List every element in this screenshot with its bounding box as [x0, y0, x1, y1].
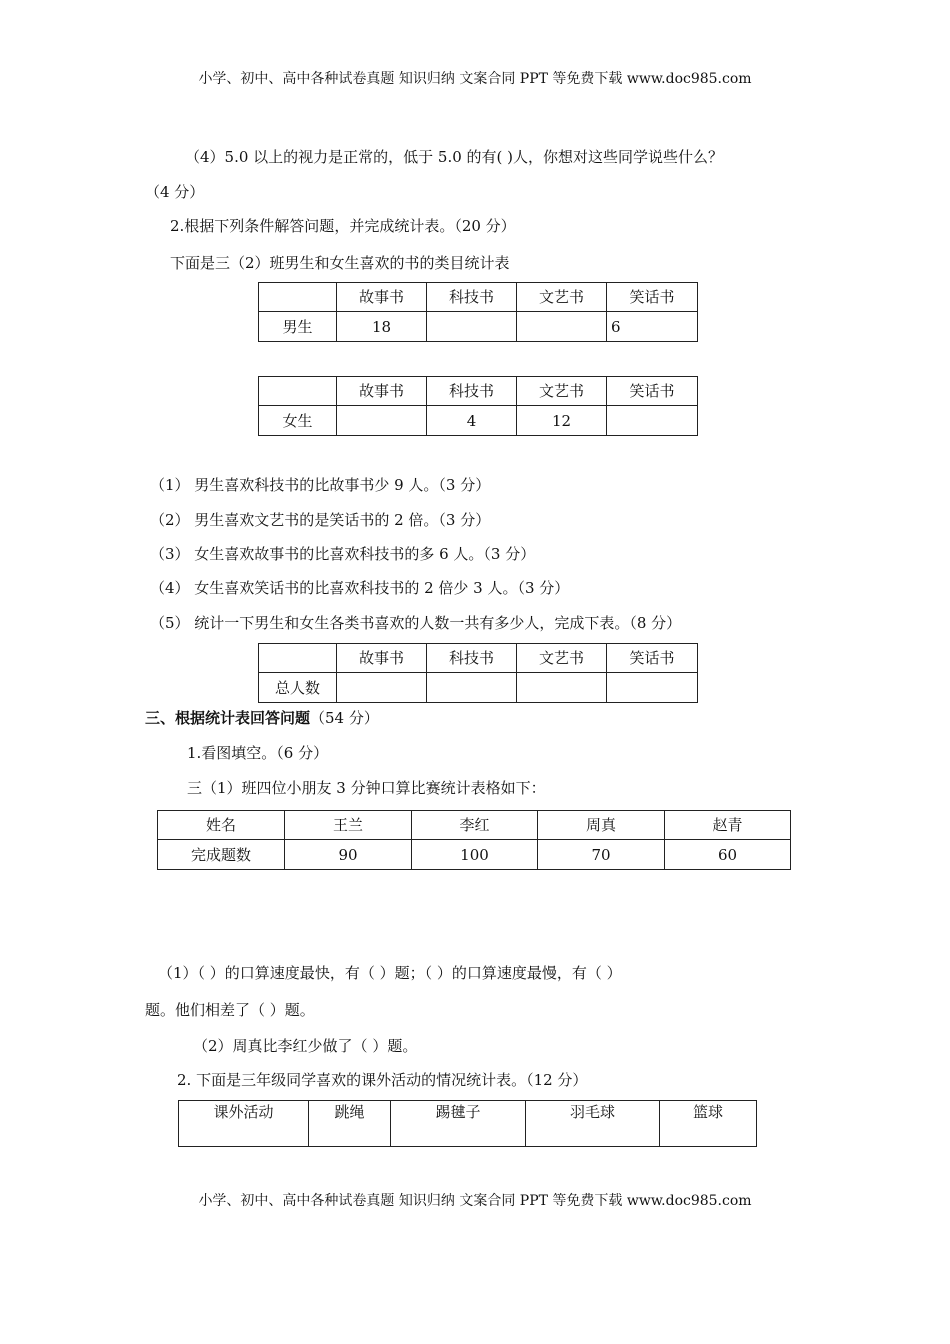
- s3-q1-intro: 三（1）班四位小朋友 3 分钟口算比赛统计表格如下：: [187, 779, 546, 797]
- header-cell: 科技书: [427, 644, 517, 673]
- s3-q1-sub2: （2）周真比李红少做了（ ）题。: [193, 1037, 418, 1055]
- table-cell: 姓名: [158, 811, 285, 840]
- header-cell: [259, 377, 337, 406]
- s3-q2-title: 2. 下面是三年级同学喜欢的课外活动的情况统计表。（12 分）: [177, 1071, 588, 1089]
- condition-1: （1） 男生喜欢科技书的比故事书少 9 人。（3 分）: [150, 476, 491, 494]
- page-footer: 小学、初中、高中各种试卷真题 知识归纳 文案合同 PPT 等免费下载 www.doc985.com: [198, 1193, 752, 1209]
- data-cell: 12: [517, 406, 607, 436]
- data-cell: 18: [337, 312, 427, 342]
- condition-2: （2） 男生喜欢文艺书的是笑话书的 2 倍。（3 分）: [150, 511, 491, 529]
- oral-calc-table: [157, 810, 791, 870]
- header-cell: 故事书: [337, 377, 427, 406]
- activities-table: [178, 1100, 757, 1147]
- data-cell: [427, 673, 517, 703]
- header-cell: 故事书: [337, 283, 427, 312]
- table-cell: 跳绳: [309, 1101, 391, 1147]
- table-cell: 完成题数: [158, 840, 285, 870]
- data-cell: [517, 673, 607, 703]
- row-label: 总人数: [259, 673, 337, 703]
- condition-5: （5） 统计一下男生和女生各类书喜欢的人数一共有多少人，完成下表。（8 分）: [150, 614, 682, 632]
- section3-heading: [145, 708, 379, 728]
- header-cell: 科技书: [427, 377, 517, 406]
- header-cell: 笑话书: [607, 283, 698, 312]
- s3-q1-sub1-line1: （1）（ ）的口算速度最快，有（ ）题；（ ）的口算速度最慢，有（ ）: [158, 964, 622, 982]
- data-cell: [607, 673, 698, 703]
- header-cell: 文艺书: [517, 283, 607, 312]
- header-cell: 笑话书: [607, 377, 698, 406]
- condition-3: （3） 女生喜欢故事书的比喜欢科技书的多 6 人。（3 分）: [150, 545, 536, 563]
- table-cell: 90: [285, 840, 412, 870]
- data-cell: [517, 312, 607, 342]
- data-cell: [607, 406, 698, 436]
- row-label: 女生: [259, 406, 337, 436]
- data-cell: 4: [427, 406, 517, 436]
- q4-line2: （4 分）: [145, 183, 205, 201]
- table-cell: 踢毽子: [391, 1101, 526, 1147]
- s3-q1-sub1-line2: 题。他们相差了（ ）题。: [145, 1001, 315, 1019]
- table-cell: 周真: [538, 811, 665, 840]
- header-cell: [259, 644, 337, 673]
- header-cell: 科技书: [427, 283, 517, 312]
- row-label: 男生: [259, 312, 337, 342]
- page-header: 小学、初中、高中各种试卷真题 知识归纳 文案合同 PPT 等免费下载 www.doc985.com: [198, 71, 752, 87]
- boys-table: [258, 282, 698, 342]
- table-cell: 李红: [412, 811, 538, 840]
- data-cell: [427, 312, 517, 342]
- data-cell: 6: [607, 312, 698, 342]
- section3-score: （54 分）: [310, 709, 379, 727]
- table-cell: 100: [412, 840, 538, 870]
- table-cell: 羽毛球: [526, 1101, 660, 1147]
- q2-intro: 下面是三（2）班男生和女生喜欢的书的类目统计表: [170, 254, 510, 272]
- girls-table: [258, 376, 698, 436]
- total-table: [258, 643, 698, 703]
- header-cell: 故事书: [337, 644, 427, 673]
- section3-title: 三、根据统计表回答问题: [145, 709, 311, 727]
- data-cell: [337, 406, 427, 436]
- condition-4: （4） 女生喜欢笑话书的比喜欢科技书的 2 倍少 3 人。（3 分）: [150, 579, 570, 597]
- s3-q1-title: 1.看图填空。（6 分）: [187, 744, 329, 762]
- table-cell: 篮球: [660, 1101, 757, 1147]
- q2-title: 2.根据下列条件解答问题，并完成统计表。（20 分）: [170, 217, 516, 235]
- q4-line1: （4）5.0 以上的视力是正常的，低于 5.0 的有( )人，你想对这些同学说些什么？: [185, 148, 724, 166]
- header-cell: 文艺书: [517, 377, 607, 406]
- data-cell: [337, 673, 427, 703]
- table-cell: 60: [665, 840, 791, 870]
- table-cell: 赵青: [665, 811, 791, 840]
- table-cell: 课外活动: [179, 1101, 309, 1147]
- table-cell: 70: [538, 840, 665, 870]
- header-cell: 笑话书: [607, 644, 698, 673]
- header-cell: [259, 283, 337, 312]
- header-cell: 文艺书: [517, 644, 607, 673]
- table-cell: 王兰: [285, 811, 412, 840]
